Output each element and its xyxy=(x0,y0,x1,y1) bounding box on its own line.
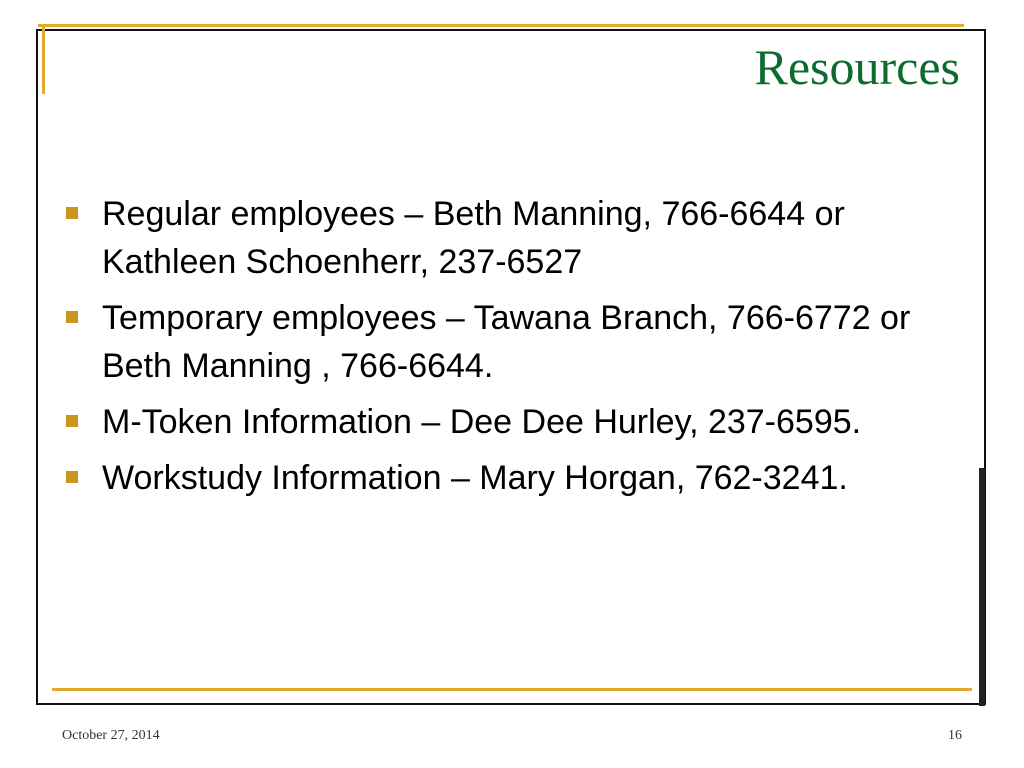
bullet-item xyxy=(64,454,944,502)
frame-shadow xyxy=(979,468,985,706)
bullet-list xyxy=(64,190,944,510)
bullet-item xyxy=(64,398,944,446)
bullet-item xyxy=(64,294,944,390)
square-bullet-icon xyxy=(66,311,78,323)
square-bullet-icon xyxy=(66,471,78,483)
slide-title: Resources xyxy=(754,39,960,95)
bullet-text: M-Token Information – Dee Dee Hurley, 237-6595. xyxy=(102,403,862,441)
page-number: 16 xyxy=(948,728,962,743)
bullet-item xyxy=(64,190,944,286)
bottom-accent-line xyxy=(52,688,972,691)
footer-date: October 27, 2014 xyxy=(62,728,160,743)
left-accent-line xyxy=(42,24,45,94)
square-bullet-icon xyxy=(66,207,78,219)
square-bullet-icon xyxy=(66,415,78,427)
bullet-text: Regular employees – Beth Manning, 766-6644 or Kathleen Schoenherr, 237-6527 xyxy=(102,195,845,281)
bullet-text: Workstudy Information – Mary Horgan, 762-3241. xyxy=(102,459,848,497)
top-accent-line xyxy=(38,24,964,27)
bullet-text: Temporary employees – Tawana Branch, 766-6772 or Beth Manning , 766-6644. xyxy=(102,299,911,385)
